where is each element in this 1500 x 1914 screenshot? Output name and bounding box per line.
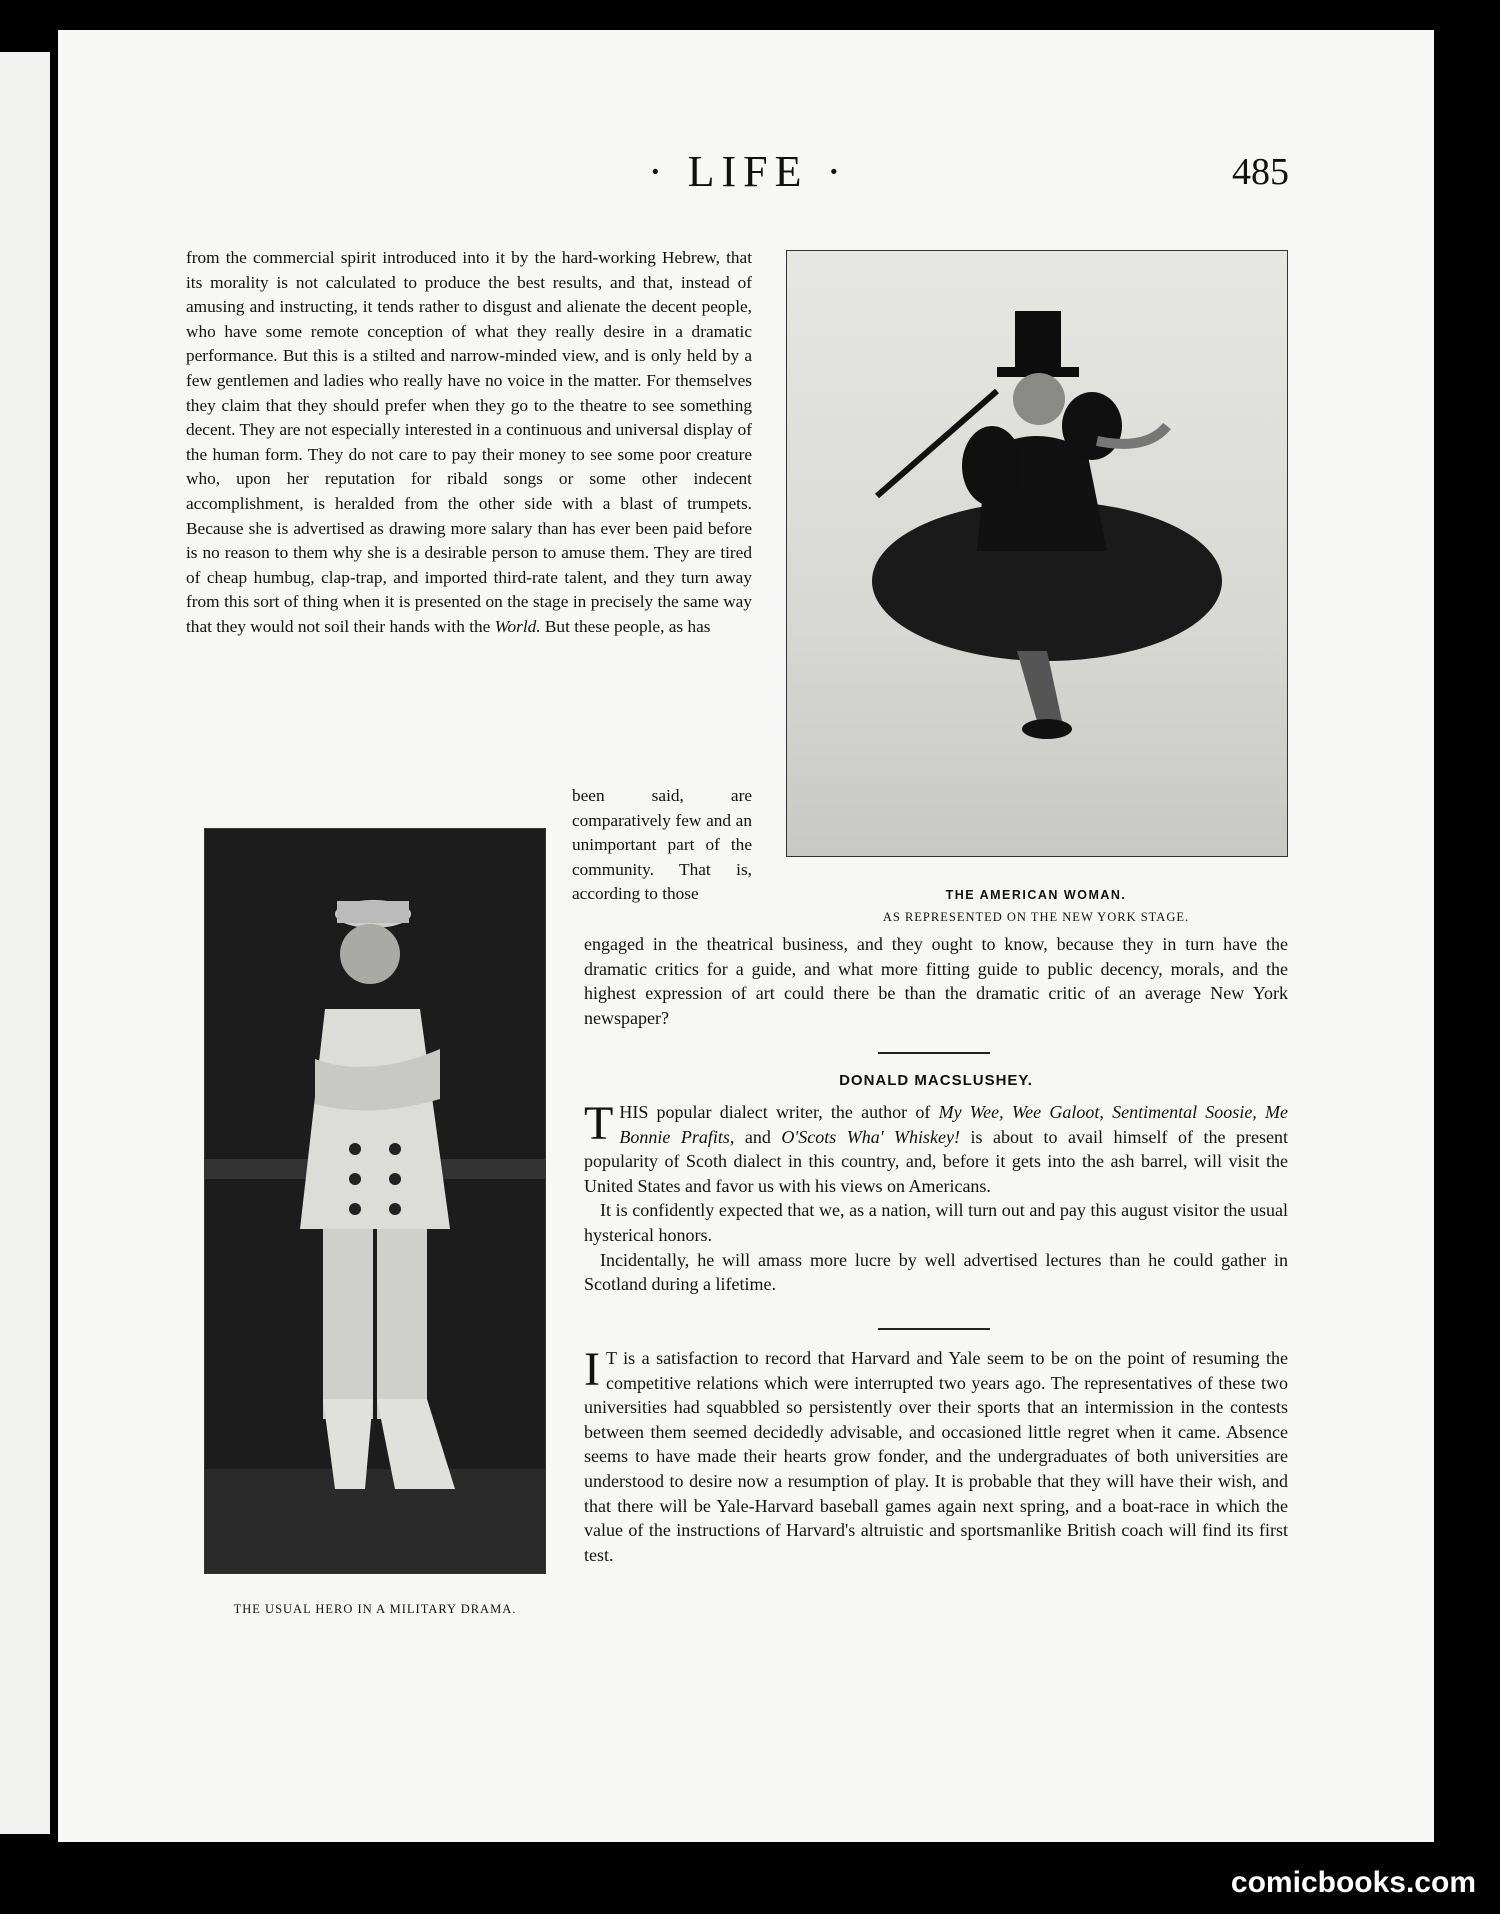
section-heading: DONALD MACSLUSHEY.: [839, 1072, 1033, 1089]
divider-2: [878, 1328, 990, 1330]
dancer-illustration: [787, 251, 1287, 856]
caption-american-woman-sub: AS REPRESENTED ON THE NEW YORK STAGE.: [882, 910, 1190, 924]
watermark: comicbooks.com: [1230, 1866, 1476, 1899]
divider-1: [878, 1052, 990, 1054]
article2-text-c: is about to avail himself of the present popularity of Scoth dialect in this country, and, before it gets into the ash barrel, will visit the United States and favor us with his views on Americans.: [584, 1126, 1289, 1196]
article3: [584, 1343, 1288, 1567]
world-italic: World.: [494, 616, 541, 636]
dropcap-i: I: [584, 1343, 600, 1396]
article3-text: T is a satisfaction to record that Harvard and Yale seem to be on the point of resuming the competitive relations which were interrupted two years ago. The representatives of these two universities had squabbled so persistently over their sports that an intermission in the contests between them seemed decidedly advisable, and occasioned little regret when it came. Absence seems to have made their hearts grow fonder, and the undergraduates of both universities are understood to desire now a resumption of play. It is probable that they will have their wish, and that there will be Yale-Harvard baseball games again next spring, and a boat-race in which the value of the instructions of Harvard's altruistic and sportsmanlike British coach will find its first test.: [584, 1348, 1288, 1565]
article1-column: [186, 246, 752, 640]
hero-illustration: [205, 829, 545, 1573]
photo-american-woman: [786, 250, 1288, 857]
article2: [584, 1097, 1289, 1297]
caption-military-hero: THE USUAL HERO IN A MILITARY DRAMA.: [233, 1602, 517, 1616]
page-number: 485: [1232, 151, 1289, 193]
article2-para2: It is confidently expected that we, as a nation, will turn out and pay this august visitor the usual hysterical honors.: [584, 1200, 1288, 1245]
article2-title2: O'Scots Wha' Whiskey!: [781, 1126, 961, 1147]
article2-text-a: HIS popular dialect writer, the author of: [619, 1102, 931, 1122]
article2-titles: My Wee, Wee Galoot, Sentimental Soosie, Me Bonnie Prafits,: [619, 1102, 1289, 1147]
caption-american-woman-title: THE AMERICAN WOMAN.: [945, 888, 1127, 902]
photo-military-hero: [204, 828, 546, 1574]
article1-text-end: But these people, as has: [544, 616, 711, 636]
article1-wide: engaged in the theatrical business, and they ought to know, because they in turn have the dramatic critics for a guide, and what more fitting guide to public decency, morals, and the highest expression of art could there be than the dramatic critic of an average New York newspaper?: [584, 934, 1288, 1028]
article1-text: from the commercial spirit introduced into it by the hard-working Hebrew, that its morality is not calculated to produce the best results, and that, instead of amusing and instructing, it tends rather to disgust and alienate the decent people, who have some remote conception of what they really desire in a dramatic performance. But this is a stilted and narrow-minded view, and is only held by a few gentlemen and ladies who really have no voice in the matter. For themselves they claim that they should prefer when they go to the theatre to see something decent. They are not especially interested in a continuous and universal display of the human form. They do not care to pay their money to see some poor creature who, upon her reputation for ribald songs or some other indecent accomplishment, is heralded from the other side with a blast of trumpets. Because she is advertised as drawing more salary than has ever been paid before is no reason to them why she is a desirable person to amuse them. They are tired of cheap humbug, clap-trap, and imported third-rate talent, and they turn away from this sort of thing when it is presented on the stage in precisely the same way that they would not soil their hands with the: [186, 248, 752, 636]
article1-narrow: been said, are comparatively few and an unimportant part of the community. That is, according to those: [572, 786, 752, 904]
page-title: · LIFE ·: [648, 147, 849, 196]
dropcap-t: T: [584, 1097, 614, 1150]
article2-text-b: and: [744, 1126, 771, 1147]
article2-para3: Incidentally, he will amass more lucre by well advertised lectures than he could gather in Scotland during a lifetime.: [584, 1249, 1288, 1295]
